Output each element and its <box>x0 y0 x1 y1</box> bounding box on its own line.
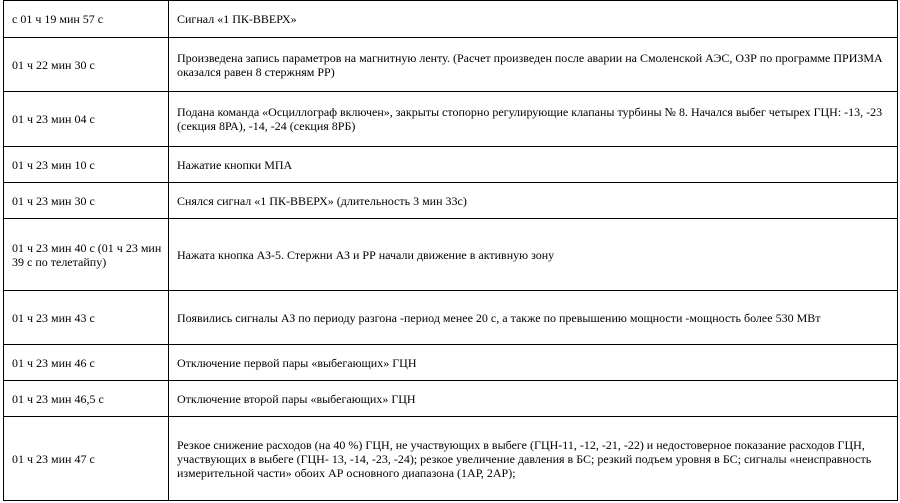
table-row <box>4 38 898 92</box>
time-cell: 01 ч 23 мин 46 с <box>4 345 169 381</box>
time-cell: с 01 ч 19 мин 57 с <box>4 1 169 38</box>
time-cell: 01 ч 23 мин 40 с (01 ч 23 мин 39 с по телетайпу) <box>4 219 169 291</box>
time-cell: 01 ч 23 мин 43 с <box>4 291 169 345</box>
table-row <box>4 381 898 417</box>
table-row <box>4 147 898 183</box>
event-cell: Отключение второй пары «выбегающих» ГЦН <box>169 381 898 417</box>
table-row <box>4 1 898 38</box>
table-row <box>4 291 898 345</box>
time-cell: 01 ч 23 мин 47 с <box>4 417 169 501</box>
events-table <box>3 0 898 501</box>
event-cell: Нажата кнопка АЗ-5. Стержни АЗ и РР начали движение в активную зону <box>169 219 898 291</box>
time-cell: 01 ч 23 мин 04 с <box>4 92 169 147</box>
time-cell: 01 ч 23 мин 46,5 с <box>4 381 169 417</box>
event-cell: Снялся сигнал «1 ПК-ВВЕРХ» (длительность 3 мин 33с) <box>169 183 898 219</box>
event-cell: Появились сигналы АЗ по периоду разгона -период менее 20 с, а также по превышению мощности -мощность более 530 МВт <box>169 291 898 345</box>
event-cell: Отключение первой пары «выбегающих» ГЦН <box>169 345 898 381</box>
time-cell: 01 ч 22 мин 30 с <box>4 38 169 92</box>
time-cell: 01 ч 23 мин 10 с <box>4 147 169 183</box>
event-cell: Произведена запись параметров на магнитную ленту. (Расчет произведен после аварии на Смоленской АЭС, ОЗР по программе ПРИЗМА оказался равен 8 стержням РР) <box>169 38 898 92</box>
table-row <box>4 183 898 219</box>
table-row <box>4 345 898 381</box>
table-row <box>4 219 898 291</box>
event-cell: Резкое снижение расходов (на 40 %) ГЦН, не участвующих в выбеге (ГЦН-11, -12, -21, -22) и недостоверное показание расходов ГЦН, участвующих в выбеге (ГЦН- 13, -14, -23, -24); резкое увеличение давления в БС; резкий подъем уровня в БС; сигналы «неисправность измерительной части» обоих АР основного диапазона (1АР, 2АР); <box>169 417 898 501</box>
table-row <box>4 417 898 501</box>
event-cell: Сигнал «1 ПК-ВВЕРХ» <box>169 1 898 38</box>
event-cell: Подана команда «Осциллограф включен», закрыты стопорно регулирующие клапаны турбины № 8. Начался выбег четырех ГЦН: -13, -23 (секция 8РА), -14, -24 (секция 8РБ) <box>169 92 898 147</box>
time-cell: 01 ч 23 мин 30 с <box>4 183 169 219</box>
table-row <box>4 92 898 147</box>
events-table-container <box>3 0 897 501</box>
event-cell: Нажатие кнопки МПА <box>169 147 898 183</box>
